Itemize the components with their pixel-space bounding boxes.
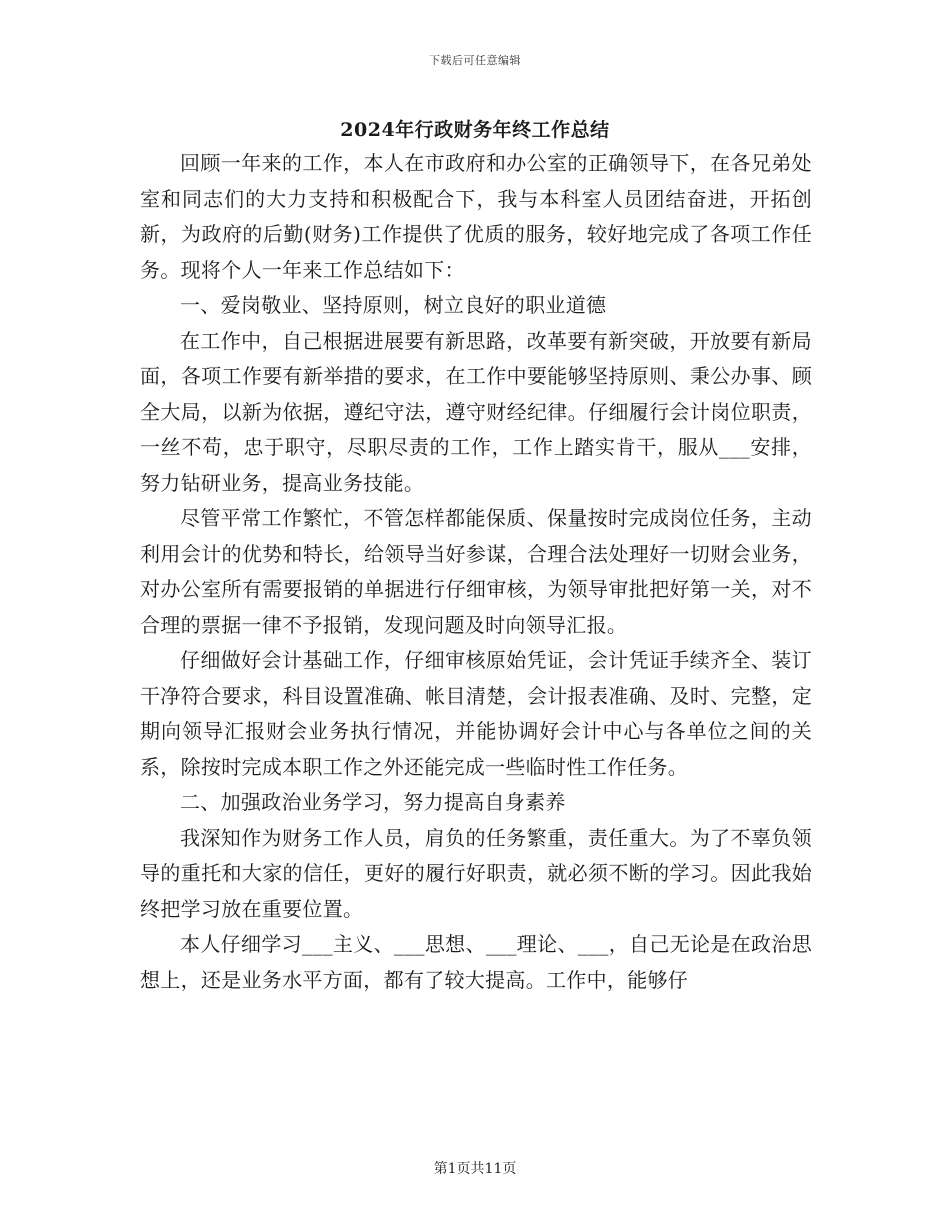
document-body [140,146,812,998]
paragraph: 在工作中，自己根据进展要有新思路，改革要有新突破，开放要有新局面，各项工作要有新举措的要求，在工作中要能够坚持原则、秉公办事、顾全大局，以新为依据，遵纪守法，遵守财经纪律。仔细履行会计岗位职责，一丝不苟，忠于职守，尽职尽责的工作，工作上踏实肯干，服从___安排，努力钻研业务，提高业务技能。 [140,328,812,495]
header-note: 下载后可任意编辑 [429,54,521,67]
page-number: 第1页共11页 [433,1161,517,1177]
paragraph: 本人仔细学习___主义、___思想、___理论、___，自己无论是在政治思想上，还是业务水平方面，都有了较大提高。工作中，能够仔 [140,932,812,992]
section-heading-2: 二、加强政治业务学习，努力提高自身素养 [180,790,566,814]
section-heading-1: 一、爱岗敬业、坚持原则，树立良好的职业道德 [180,293,607,317]
document-title: 2024年行政财务年终工作总结 [340,119,610,141]
paragraph: 我深知作为财务工作人员，肩负的任务繁重，责任重大。为了不辜负领导的重托和大家的信任，更好的履行好职责，就必须不断的学习。因此我始终把学习放在重要位置。 [140,825,812,921]
paragraph-intro: 回顾一年来的工作，本人在市政府和办公室的正确领导下，在各兄弟处室和同志们的大力支持和积极配合下，我与本科室人员团结奋进，开拓创新，为政府的后勤(财务)工作提供了优质的服务，较好地完成了各项工作任务。现将个人一年来工作总结如下： [140,151,812,282]
paragraph: 仔细做好会计基础工作，仔细审核原始凭证，会计凭证手续齐全、装订干净符合要求，科目设置准确、帐目清楚，会计报表准确、及时、完整，定期向领导汇报财会业务执行情况，并能协调好会计中心与各单位之间的关系，除按时完成本职工作之外还能完成一些临时性工作任务。 [140,648,812,779]
paragraph: 尽管平常工作繁忙，不管怎样都能保质、保量按时完成岗位任务，主动利用会计的优势和特长，给领导当好参谋，合理合法处理好一切财会业务，对办公室所有需要报销的单据进行仔细审核，为领导审批把好第一关，对不合理的票据一律不予报销，发现问题及时向领导汇报。 [140,506,812,637]
